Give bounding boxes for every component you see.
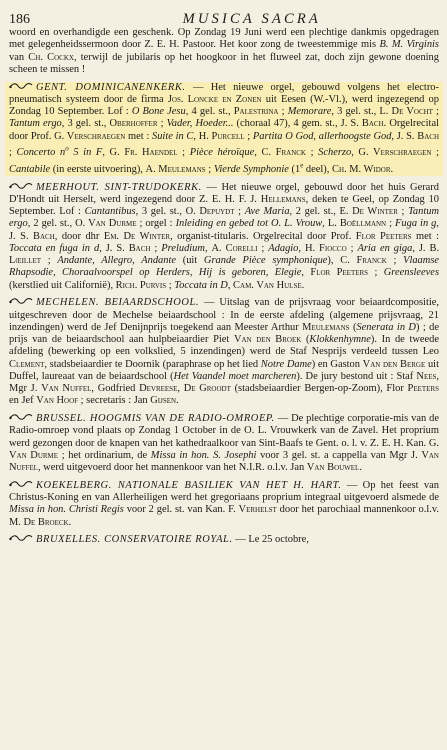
article-text: — Le 25 octobre, (232, 534, 309, 546)
article-heading: BRUSSEL. HOOGMIS VAN DE RADIO-OMROEP. (36, 413, 275, 425)
article-meerhout (9, 182, 439, 292)
swash-ornament-icon (9, 534, 33, 542)
article-heading: KOEKELBERG. NATIONALE BASILIEK VAN HET H. HART. (36, 479, 342, 491)
article-koekelberg (9, 480, 439, 529)
article-text: — Op het feest van Christus-Koning en van Allerheiligen werd het gregoriaans proprium integraal uitgevoerd alsmede de Missa in hon. Christi Regis voor 2 gel. st. van Kan. F. Verhelst door het parochiaal mannenkoor o.l.v. M. De Broeck. (9, 479, 440, 528)
article-mechelen (9, 297, 439, 407)
article-heading: GENT. DOMINICANENKERK. (36, 81, 186, 93)
swash-ornament-icon (9, 413, 33, 421)
article-text: — Uitslag van de prijsvraag voor beiaardcompositie, uitgeschreven door de Mechelse beiaardschool : In de eerste afdeling (algemene prijsvraag, 21 inzendingen) werd de Jef Denijnprijs toegekend aan Meester Arthur Meulemans (Senerata in D) ; de prijs van de beiaardschool aan hulpbeiaardier Piet Van den Broek (Klokkenhymne). In de tweede afdeling (bewerking op een volkslied, 5 inzendingen) werd de Staf Nesprijs verdeeld tussen Leo Clement, stadsbeiaardier te Doornik (paraphrase op het lied Notre Dame) en Gaston Van den Berge uit Duffel, laureaat van de beiaardschool (Het Vaandel moet marcheren). De jury bestond uit : Staf Nees, Mgr J. Van Nuffel, Godfried Devreese, De Groodt (stadsbeiaardier Bergen-op-Zoom), Flor Peeters en Jef Van Hoof ; secretaris : Jan Gijsen. (9, 297, 440, 407)
swash-ornament-icon (9, 480, 33, 488)
swash-ornament-icon (9, 182, 33, 190)
journal-title: MUSICA SACRA (182, 11, 321, 27)
article-heading: MECHELEN. BEIAARDSCHOOL. (36, 297, 200, 309)
swash-ornament-icon (9, 82, 33, 90)
running-head (9, 0, 439, 27)
article-gent (5, 82, 443, 177)
swash-ornament-icon (9, 297, 33, 305)
article-text: — De plechtige corporatie-mis van de Radio-omroep vond plaats op Zondag 1 October in de O. L. Vrouwkerk van de Zavel. Het proprium werd gezongen door de knapen van het kathedraalkoor van Sint-Baafs te Gent. o. l. v. Z. E. H. Kan. G. Van Durme ; het ordinarium, de Missa in hon. S. Josephi voor 3 gel. st. a cappella van Mgr J. Van Nuffel, werd uitgevoerd door het mannenkoor van het N.I.R. o.l.v. Jan Van Bouwel. (9, 413, 439, 474)
article-heading: MEERHOUT. SINT-TRUDOKERK. (36, 181, 202, 193)
article-bruxelles (9, 534, 439, 546)
intro-paragraph: woord en overhandigde een geschenk. Op Zondag 19 Juni werd een plechtige dankmis opgedragen met gelegenheidssermoon door Z. E. H. Pastoor. Het koor zong de tweestemmige mis B. M. Virginis van Ch. Cockx, terwijl de jubilaris op het hoogkoor in het fluweel zat, doch zijn gewone doening scheen te missen ! (9, 27, 439, 75)
article-heading: BRUXELLES. CONSERVATOIRE ROYAL. (36, 534, 233, 546)
article-brussel (9, 413, 439, 474)
page-body (9, 27, 439, 547)
article-text: — Het nieuwe orgel, gebouwd volgens het electro-pneumatisch systeem door de firma Jos. Loncke en Zonen uit Eesen (W.-Vl.), werd ingezegend op Zondag 10 September. Lof : O Bone Jesu, 4 gel. st., Palestrina ; Memorare, 3 gel. st., L. De Vocht ; Tantum ergo, 3 gel. st., Oberhoffer ; Vader, Hoeder... (choraal 47), 4 gem. st., J. S. Bach. Orgelrecital door Prof. G. Verschraegen met : Suite in C, H. Purcell ; Partita O God, allerhoogste God, J. S. Bach ; Concerto $n^o$ 5 in F, G. Fr. Haendel ; Pièce héroïque, C. Franck ; Scherzo, G. Verschraegen ; Cantabile (in eerste uitvoering), A. Meulemans ; Vierde Symphonie (1e deel), Ch. M. Widor. (9, 81, 440, 175)
article-text: — Het nieuwe orgel, gebouwd door het huis Gerard D'Hondt uit Herselt, werd ingezegend door Z. E. H. F. J. Hellemans, deken te Geel, op Zondag 10 September. Lof : Cantantibus, 3 gel. st., O. Depuydt ; Ave Maria, 2 gel. st., E. De Winter ; Tantum ergo, 2 gel. st., O. Van Durme ; orgel : Inleiding en gebed tot O. L. Vrouw, L. Boëllmann ; Fuga in g, J. S. Bach, door dhr Em. De Winter, organist-titularis. Orgelrecital door Prof. Flor Peeters met : Toccata en fuga in d, J. S. Bach ; Preludium, A. Corelli ; Adagio, H. Fiocco ; Aria en giga, J. B. Lœillet ; Andante, Allegro, Andante (uit Grande Pièce symphonique), C. Franck ; Vlaamse Rhapsodie, Choraalvoorspel op Herders, Hij is geboren, Elegie, Flor Peeters ; Greensleeves (kerstlied uit Californië), Rich. Purvis ; Toccata in D, Cam. Van Hulse. (9, 181, 440, 291)
page-number: 186 (9, 12, 30, 27)
